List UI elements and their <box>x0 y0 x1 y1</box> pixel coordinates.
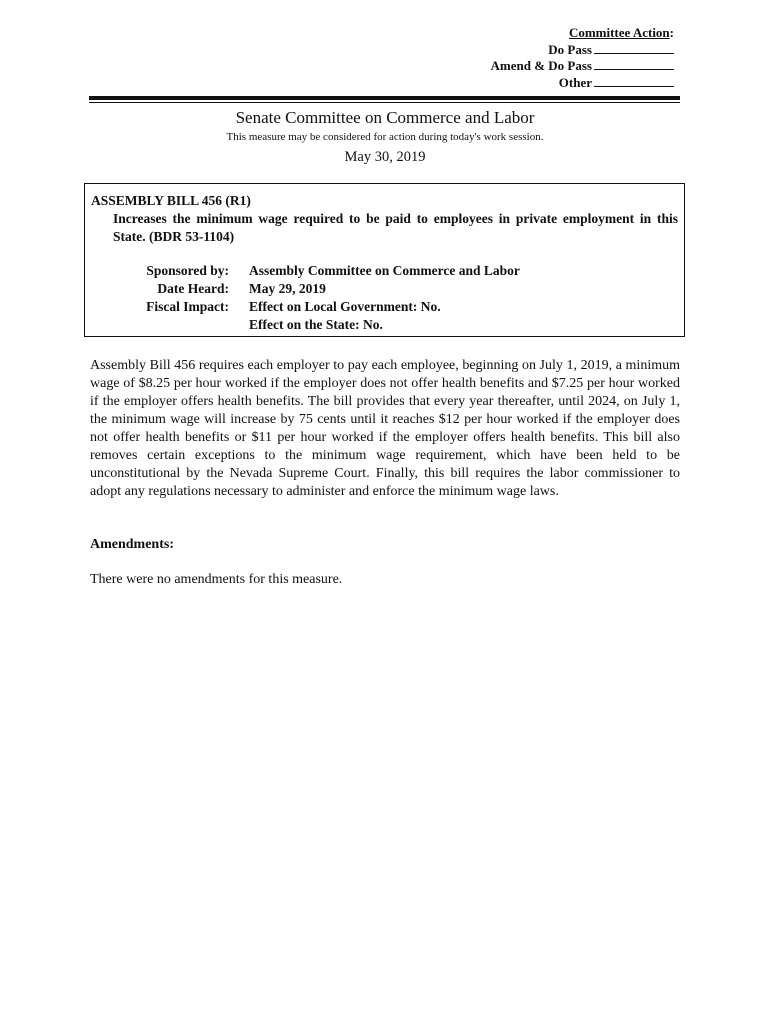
date-heard-value: May 29, 2019 <box>249 281 326 296</box>
action-other: Other <box>491 75 674 92</box>
fiscal-impact-label: Fiscal Impact: <box>146 299 229 314</box>
committee-action-block: Committee Action: Do Pass Amend & Do Pass Other <box>490 25 674 90</box>
bill-title: ASSEMBLY BILL 456 (R1) <box>91 193 251 208</box>
bill-summary: Assembly Bill 456 requires each employer to pay each employee, beginning on July 1, 2019, a minimum wage of $8.25 per hour worked if the employer does not offer health benefits and $7.25 per hour worked if the employer offers health benefits. The bill provides that every year thereafter, until 2024, on July 1, the minimum wage will increase by 75 cents until it reaches $12 per hour worked if the employer does not offer health benefits or $11 per hour worked if the employer offers health benefits. This bill also removes certain exceptions to the minimum wage requirement, which have been held to be unconstitutional by the Nevada Supreme Court. Finally, this bill requires the labor commissioner to adopt any regulations necessary to administer and enforce the minimum wage laws. <box>90 358 680 499</box>
committee-title: Senate Committee on Commerce and Labor <box>235 108 535 127</box>
date-heard-label: Date Heard: <box>157 281 229 296</box>
amend-do-pass-blank <box>594 58 674 70</box>
do-pass-blank <box>594 42 674 54</box>
hearing-date: May 30, 2019 <box>344 149 426 165</box>
action-do-pass: Do Pass <box>491 42 674 59</box>
header-rule-thin <box>89 102 680 103</box>
bill-description: Increases the minimum wage required to be paid to employees in private employment in this State. (BDR 53-1104) <box>113 211 678 244</box>
action-amend-do-pass: Amend & Do Pass <box>491 58 674 75</box>
header-rule-thick <box>89 96 680 100</box>
amendments-heading: Amendments: <box>90 537 174 552</box>
bill-info-box <box>84 183 685 337</box>
fiscal-impact-state: Effect on the State: No. <box>249 317 383 332</box>
committee-action-heading: Committee Action <box>568 25 670 40</box>
amendments-text: There were no amendments for this measure. <box>90 572 343 587</box>
work-session-notice: This measure may be considered for action during today's work session. <box>226 131 544 143</box>
other-blank <box>594 75 674 87</box>
fiscal-impact-local: Effect on Local Government: No. <box>249 299 441 314</box>
sponsored-by-label: Sponsored by: <box>146 263 229 278</box>
sponsored-by-value: Assembly Committee on Commerce and Labor <box>249 263 520 278</box>
